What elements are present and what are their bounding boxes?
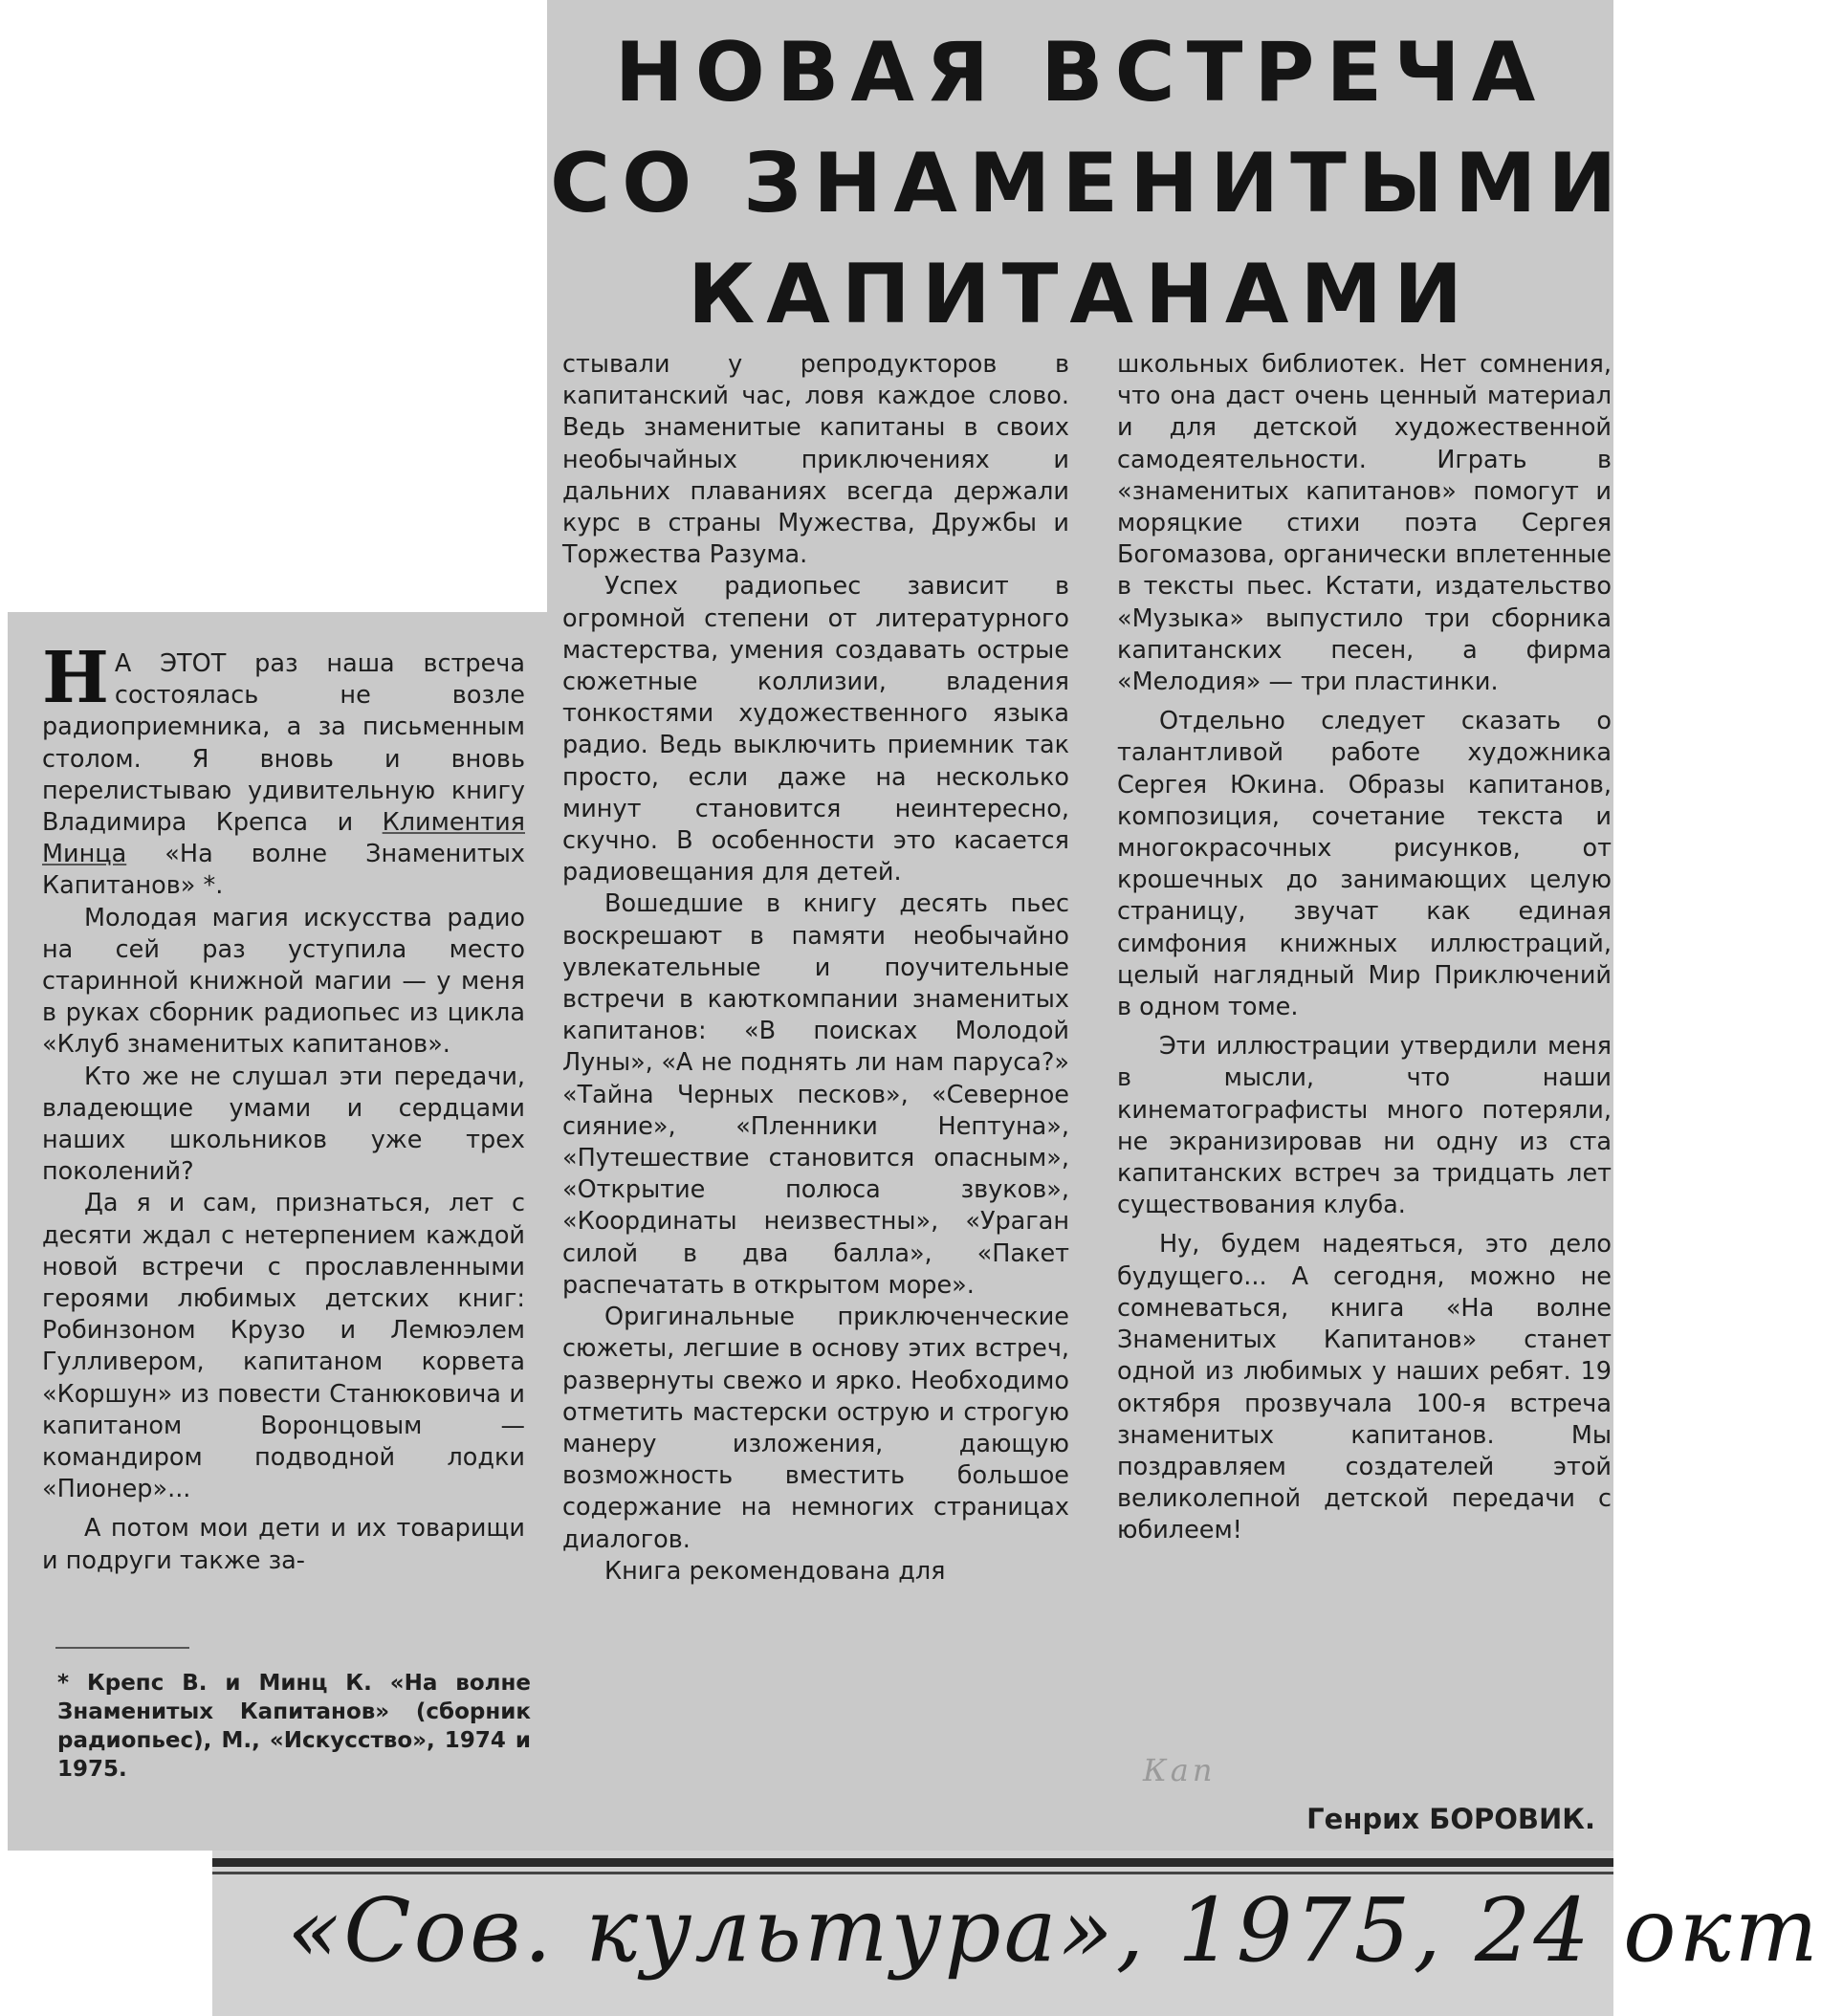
paragraph-3: Кто же не слушал эти передачи, владеющие умами и сердцами наших школьников уже трех поколений? [42, 1062, 525, 1187]
paragraph-5: А потом мои дети и их товарищи и подруги также за- [42, 1514, 525, 1575]
paragraph-4: Да я и сам, признаться, лет с десяти ждал с нетерпением каждой новой встречи с прославленными героями любимых детских книг: Робинзоном Крузо и Лемюэлем Гулливером, капитаном корвета «Коршун» из повести Станюковича и капитаном Воронцовым — командиром подводной лодки «Пионер»... [42, 1189, 525, 1504]
article-column-3 [1117, 349, 1612, 1547]
headline-line-2: СО ЗНАМЕНИТЫМИ [550, 136, 1629, 231]
article-headline [550, 17, 1629, 350]
paragraph-1 [42, 637, 525, 903]
paragraph-2: Отдельно следует сказать о талантливой работе художника Сергея Юкина. Образы капитанов, композиция, сочетание текста и многокрасочных рисунков, от крошечных до занимающих целую страницу, звучат как единая симфония книжных иллюстраций, целый наглядный Мир Приключений в одном томе. [1117, 707, 1612, 1022]
underlined-author-name: Климентия Минца [42, 808, 525, 869]
paragraph-4: Ну, будем надеяться, это дело будущего... А сегодня, можно не сомневаться, книга «На волне Знаменитых Капитанов» станет одной из любимых у наших ребят. 19 октября прозвучала 100-я встреча знаменитых капитанов. Мы поздравляем создателей этой великолепной детской передачи с юбилеем! [1117, 1230, 1612, 1545]
handwritten-source-note: «Сов. культура», 1975, 24 окт [287, 1879, 1821, 1982]
paragraph-3: Вошедшие в книгу десять пьес воскрешают в памяти необычайно увлекательные и поучительные встречи в каюткомпании знаменитых капитанов: «В поисках Молодой Луны», «А не поднять ли нам паруса?» «Тайна Черных песков», «Северное сияние», «Пленники Нептуна», «Путешествие становится опасным», «Открытие полюса звуков», «Координаты неизвестны», «Ураган силой в два балла», «Пакет распечатать в открытом море». [562, 889, 1069, 1300]
heavy-divider-rule [212, 1858, 1613, 1867]
pencil-mark: Кап [1143, 1752, 1217, 1788]
author-signature: Генрих БОРОВИК. [1306, 1803, 1595, 1835]
article-column-1 [42, 637, 525, 1577]
footnote-rule [55, 1647, 189, 1649]
paragraph-1-end: «На волне Знаменитых Капитанов» *. [42, 840, 525, 901]
paragraph-2: Успех радиопьес зависит в огромной степени от литературного мастерства, умения создавать острые сюжетные коллизии, владения тонкостями художественного языка радио. Ведь выключить приемник так просто, если даже на несколько минут становится неинтересно, скучно. В особенности это касается радиовещания для детей. [562, 572, 1069, 887]
headline-line-1: НОВАЯ ВСТРЕЧА [614, 25, 1547, 121]
footnote: * Крепс В. и Минц К. «На волне Знаменитых Капитанов» (сборник радиопьес), М., «Искусство», 1974 и 1975. [57, 1671, 531, 1782]
paragraph-5: Книга рекомендована для [604, 1556, 946, 1586]
paragraph-1-text: А ЭТОТ раз наша встреча состоялась не возле радиоприемника, а за письменным столом. Я вновь и вновь перелистываю удивительную книгу Владимира Крепса и [42, 649, 525, 838]
thin-divider-rule [212, 1872, 1613, 1874]
paragraph-2: Молодая магия искусства радио на сей раз уступила место старинной книжной магии — у меня в руках сборник радиопьес из цикла «Клуб знаменитых капитанов». [42, 903, 525, 1060]
article-column-2 [562, 349, 1069, 1588]
paragraph-3: Эти иллюстрации утвердили меня в мысли, что наши кинематографисты много потеряли, не экранизировав ни одну из ста капитанских встреч за тридцать лет существования клуба. [1117, 1032, 1612, 1220]
paragraph-continued: стывали у репродукторов в капитанский час, ловя каждое слово. Ведь знаменитые капитаны в своих необычайных приключениях и дальних плаваниях всегда держали курс в страны Мужества, Дружбы и Торжества Разума. [562, 350, 1069, 570]
drop-cap: Н [42, 637, 109, 719]
paragraph-continued: школьных библиотек. Нет сомнения, что она даст очень ценный материал и для детской художественной самодеятельности. Играть в «знаменитых капитанов» помогут и моряцкие стихи поэта Сергея Богомазова, органически вплетенные в тексты пьес. Кстати, издательство «Музыка» выпустило три сборника капитанских песен, а фирма «Мелодия» — три пластинки. [1117, 350, 1612, 697]
headline-line-3: КАПИТАНАМИ [687, 247, 1475, 342]
paragraph-4: Оригинальные приключенческие сюжеты, легшие в основу этих встреч, развернуты свежо и ярко. Необходимо отметить мастерски острую и строгую манеру изложения, дающую возможность вместить большое содержание на немногих страницах диалогов. [562, 1303, 1069, 1554]
